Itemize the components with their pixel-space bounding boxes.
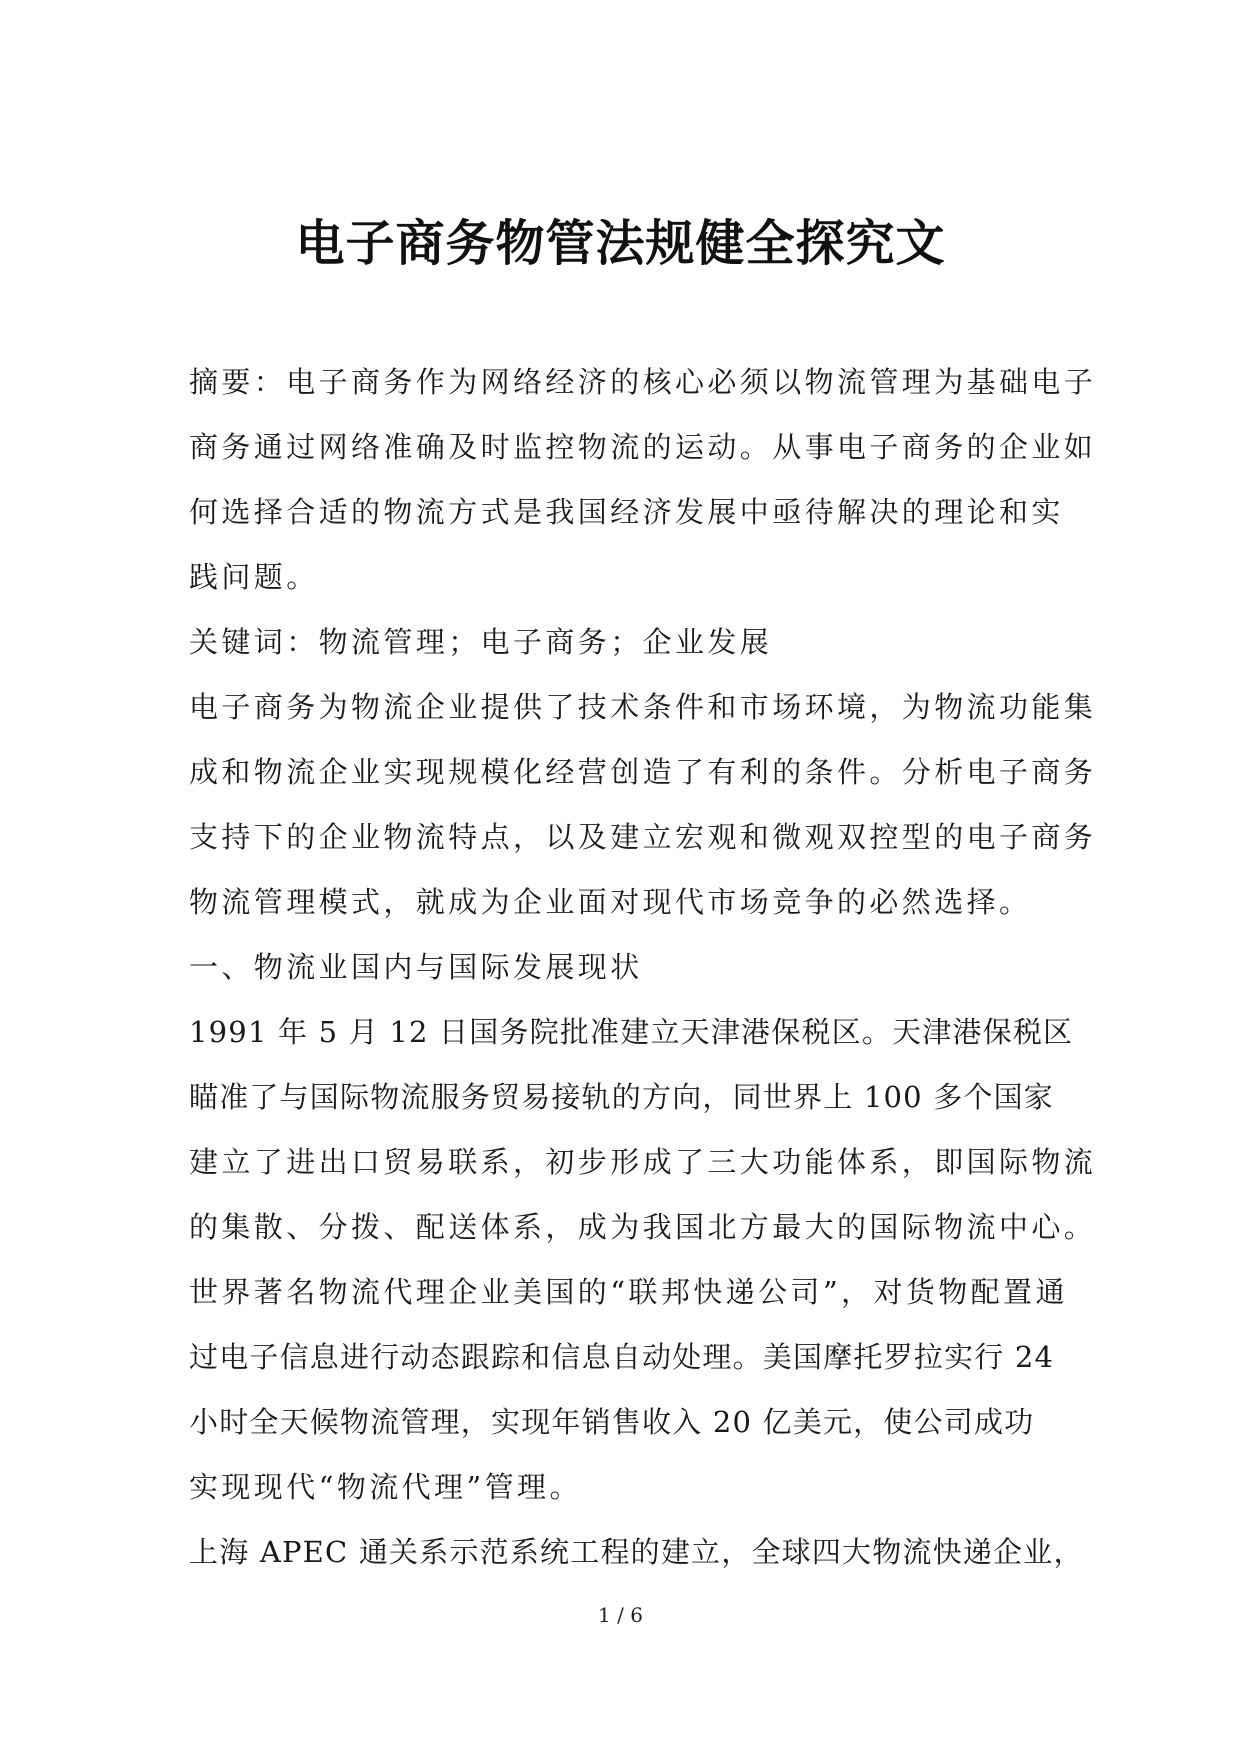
document-body [189,350,1097,1585]
body-line: 电子商务为物流企业提供了技术条件和市场环境，为物流功能集 [189,690,1097,724]
page-number: 1 / 6 [598,1603,643,1627]
body-line: 的集散、分拨、配送体系，成为我国北方最大的国际物流中心。 [189,1210,1097,1244]
body-line: 物流管理模式，就成为企业面对现代市场竞争的必然选择。 [189,885,1032,919]
body-line: 过电子信息进行动态跟踪和信息自动处理。美国摩托罗拉实行 24 [189,1340,1055,1374]
section-heading: 一、物流业国内与国际发展现状 [189,950,643,984]
body-line: 支持下的企业物流特点，以及建立宏观和微观双控型的电子商务 [189,820,1097,854]
body-line: 瞄准了与国际物流服务贸易接轨的方向，同世界上 100 多个国家 [189,1080,1054,1114]
body-line: 实现现代“物流代理”管理。 [189,1470,582,1504]
body-line: 上海 APEC 通关系示范系统工程的建立，全球四大物流快递企业， [189,1535,1084,1569]
body-line: 商务通过网络准确及时监控物流的运动。从事电子商务的企业如 [189,430,1097,464]
document-title: 电子商务物管法规健全探究文 [295,215,946,272]
body-line: 建立了进出口贸易联系，初步形成了三大功能体系，即国际物流 [189,1145,1097,1179]
body-line: 1991 年 5 月 12 日国务院批准建立天津港保税区。天津港保税区 [189,1015,1074,1049]
body-line: 小时全天候物流管理，实现年销售收入 20 亿美元，使公司成功 [189,1405,1035,1439]
body-line: 成和物流企业实现规模化经营创造了有利的条件。分析电子商务 [189,755,1097,789]
body-line: 世界著名物流代理企业美国的“联邦快递公司”，对货物配置通 [189,1275,1068,1309]
body-line: 何选择合适的物流方式是我国经济发展中亟待解决的理论和实 [189,495,1064,529]
body-line: 摘要：电子商务作为网络经济的核心必须以物流管理为基础电子 [189,365,1097,399]
keywords-line: 关键词：物流管理；电子商务；企业发展 [189,625,773,659]
body-line: 践问题。 [189,560,319,594]
